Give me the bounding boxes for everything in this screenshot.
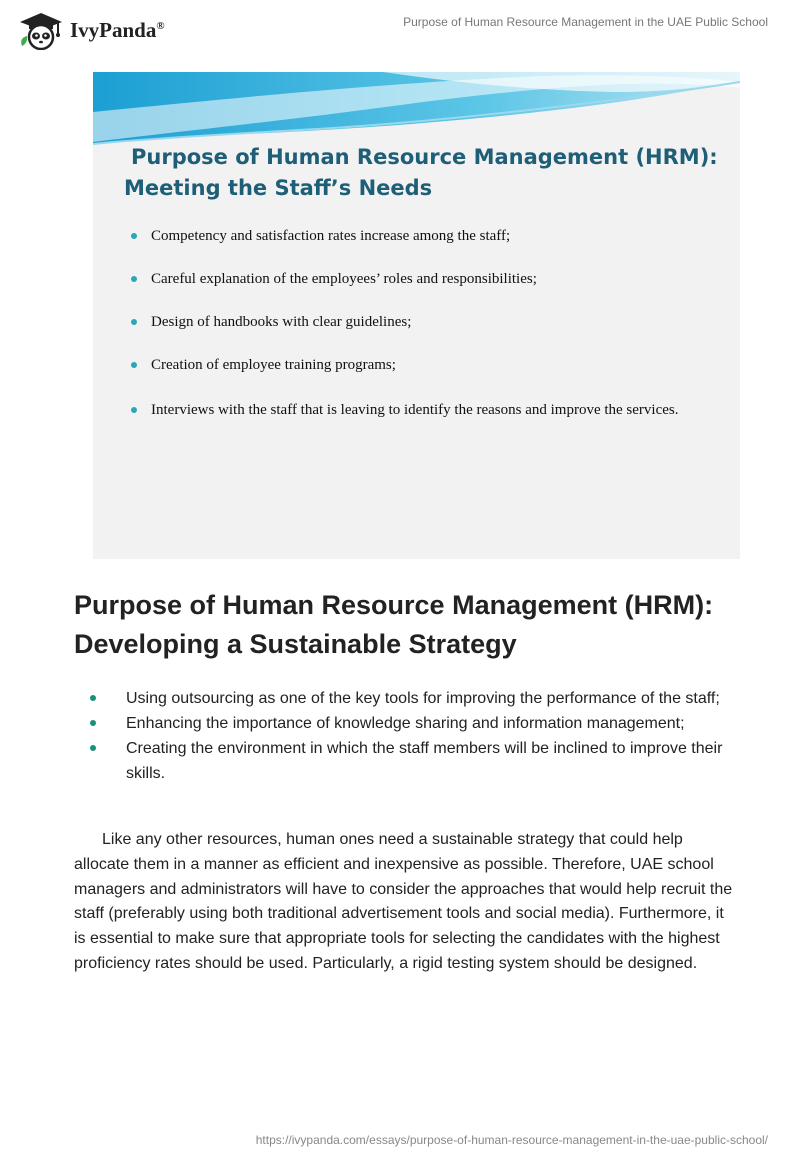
section-heading: Purpose of Human Resource Management (HRM): Developing a Sustainable Strategy bbox=[74, 590, 714, 659]
slide-bullet-item: Creation of employee training programs; bbox=[131, 353, 711, 377]
slide-bullet-item: Careful explanation of the employees’ roles and responsibilities; bbox=[131, 267, 711, 291]
document-title: Purpose of Human Resource Management in the UAE Public School bbox=[403, 15, 768, 29]
slide-bullet-item: Interviews with the staff that is leaving to identify the reasons and improve the services. bbox=[131, 391, 711, 429]
slide-image bbox=[93, 72, 740, 559]
slide-title: Purpose of Human Resource Management (HRM): Meeting the Staff’s Needs bbox=[124, 145, 718, 200]
body-paragraph: Like any other resources, human ones need a sustainable strategy that could help allocate them in a manner as efficient and inexpensive as possible. Therefore, UAE school managers and administrators will have to consider the approaches that would help recruit the staff (preferably using both traditional advertisement tools and social media). Furthermore, it is essential to make sure that appropriate tools for selecting the candidates with the highest proficiency rates should be used. Particularly, a rigid testing system should be designed. bbox=[74, 831, 733, 972]
strategy-bullet-list bbox=[74, 686, 734, 786]
page-header bbox=[0, 0, 800, 60]
logo[interactable] bbox=[16, 10, 165, 50]
list-item: Enhancing the importance of knowledge sharing and information management; bbox=[74, 711, 734, 736]
logo-text: IvyPanda® bbox=[70, 17, 165, 42]
list-item: Creating the environment in which the staff members will be inclined to improve their skills. bbox=[74, 736, 734, 786]
slide-bullet-list bbox=[131, 224, 711, 448]
source-url[interactable]: https://ivypanda.com/essays/purpose-of-human-resource-management-in-the-uae-public-school/ bbox=[255, 1133, 768, 1147]
panda-graduate-icon bbox=[16, 10, 66, 50]
list-item: Using outsourcing as one of the key tools for improving the performance of the staff; bbox=[74, 686, 734, 711]
slide-bullet-item: Competency and satisfaction rates increase among the staff; bbox=[131, 224, 711, 248]
slide-bullet-item: Design of handbooks with clear guidelines; bbox=[131, 310, 711, 334]
